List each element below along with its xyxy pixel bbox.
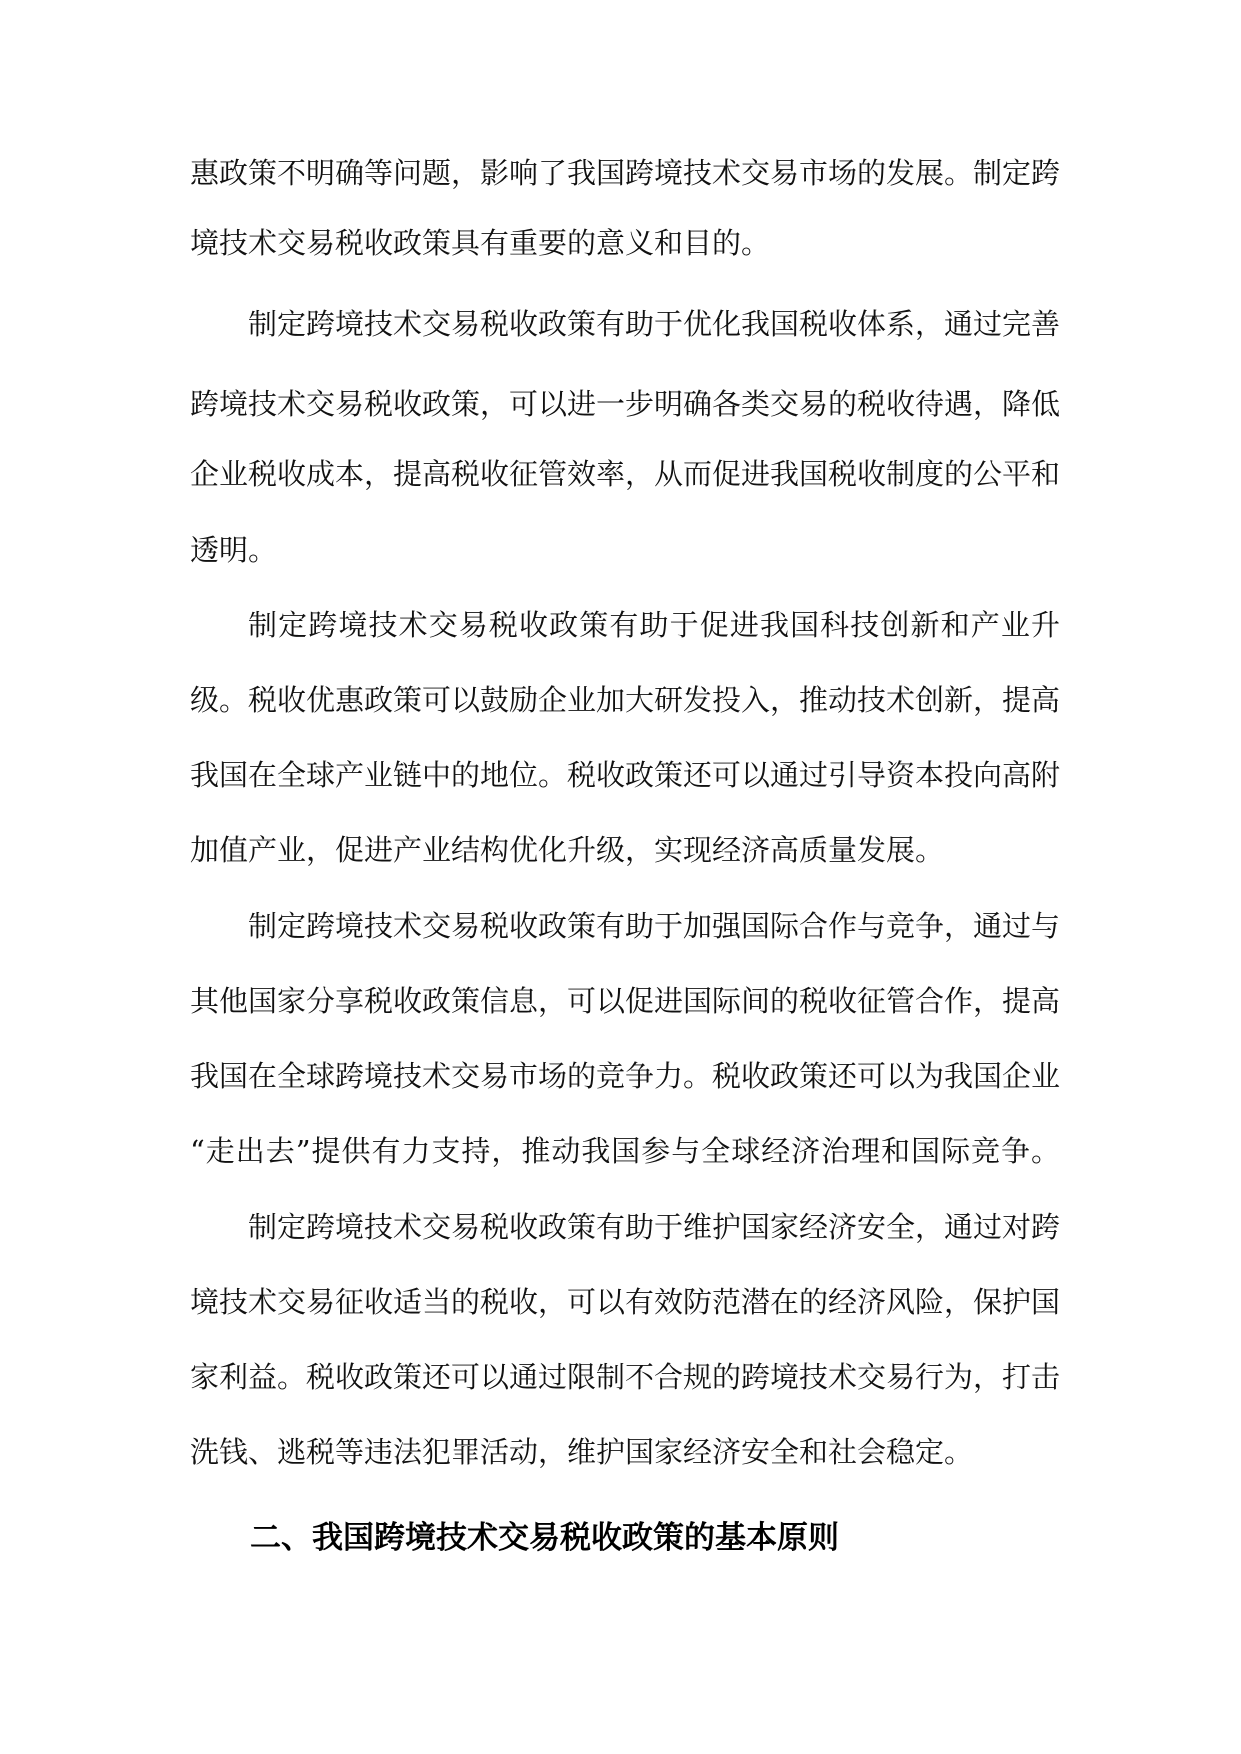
paragraph-4-line-4: “走出去”提供有力支持，推动我国参与全球经济治理和国际竞争。 bbox=[190, 1134, 1060, 1168]
paragraph-3-line-4: 加值产业，促进产业结构优化升级，实现经济高质量发展。 bbox=[190, 833, 945, 867]
paragraph-2-line-1: 制定跨境技术交易税收政策有助于优化我国税收体系，通过完善 bbox=[248, 307, 1061, 341]
paragraph-5-line-3: 家利益。税收政策还可以通过限制不合规的跨境技术交易行为，打击 bbox=[190, 1360, 1061, 1394]
paragraph-5-line-1: 制定跨境技术交易税收政策有助于维护国家经济安全，通过对跨 bbox=[248, 1210, 1061, 1244]
paragraph-5-line-4: 洗钱、逃税等违法犯罪活动，维护国家经济安全和社会稳定。 bbox=[190, 1435, 974, 1469]
paragraph-1-line-1: 惠政策不明确等问题，影响了我国跨境技术交易市场的发展。制定跨 bbox=[190, 156, 1061, 190]
paragraph-2-line-2: 跨境技术交易税收政策，可以进一步明确各类交易的税收待遇，降低 bbox=[190, 387, 1061, 421]
paragraph-2-line-3: 企业税收成本，提高税收征管效率，从而促进我国税收制度的公平和 bbox=[190, 457, 1061, 491]
paragraph-3-line-3: 我国在全球产业链中的地位。税收政策还可以通过引导资本投向高附 bbox=[190, 758, 1061, 792]
paragraph-4-line-1: 制定跨境技术交易税收政策有助于加强国际合作与竞争，通过与 bbox=[248, 909, 1061, 943]
paragraph-2-line-4: 透明。 bbox=[190, 533, 278, 567]
paragraph-4-line-2: 其他国家分享税收政策信息，可以促进国际间的税收征管合作，提高 bbox=[190, 984, 1061, 1018]
paragraph-1-line-2: 境技术交易税收政策具有重要的意义和目的。 bbox=[190, 226, 771, 260]
paragraph-3-line-2: 级。税收优惠政策可以鼓励企业加大研发投入，推动技术创新，提高 bbox=[190, 683, 1061, 717]
section-heading: 二、我国跨境技术交易税收政策的基本原则 bbox=[250, 1520, 839, 1556]
paragraph-5-line-2: 境技术交易征收适当的税收，可以有效防范潜在的经济风险，保护国 bbox=[190, 1285, 1061, 1319]
paragraph-4-line-3: 我国在全球跨境技术交易市场的竞争力。税收政策还可以为我国企业 bbox=[190, 1059, 1061, 1093]
paragraph-3-line-1: 制定跨境技术交易税收政策有助于促进我国科技创新和产业升 bbox=[248, 608, 1060, 642]
